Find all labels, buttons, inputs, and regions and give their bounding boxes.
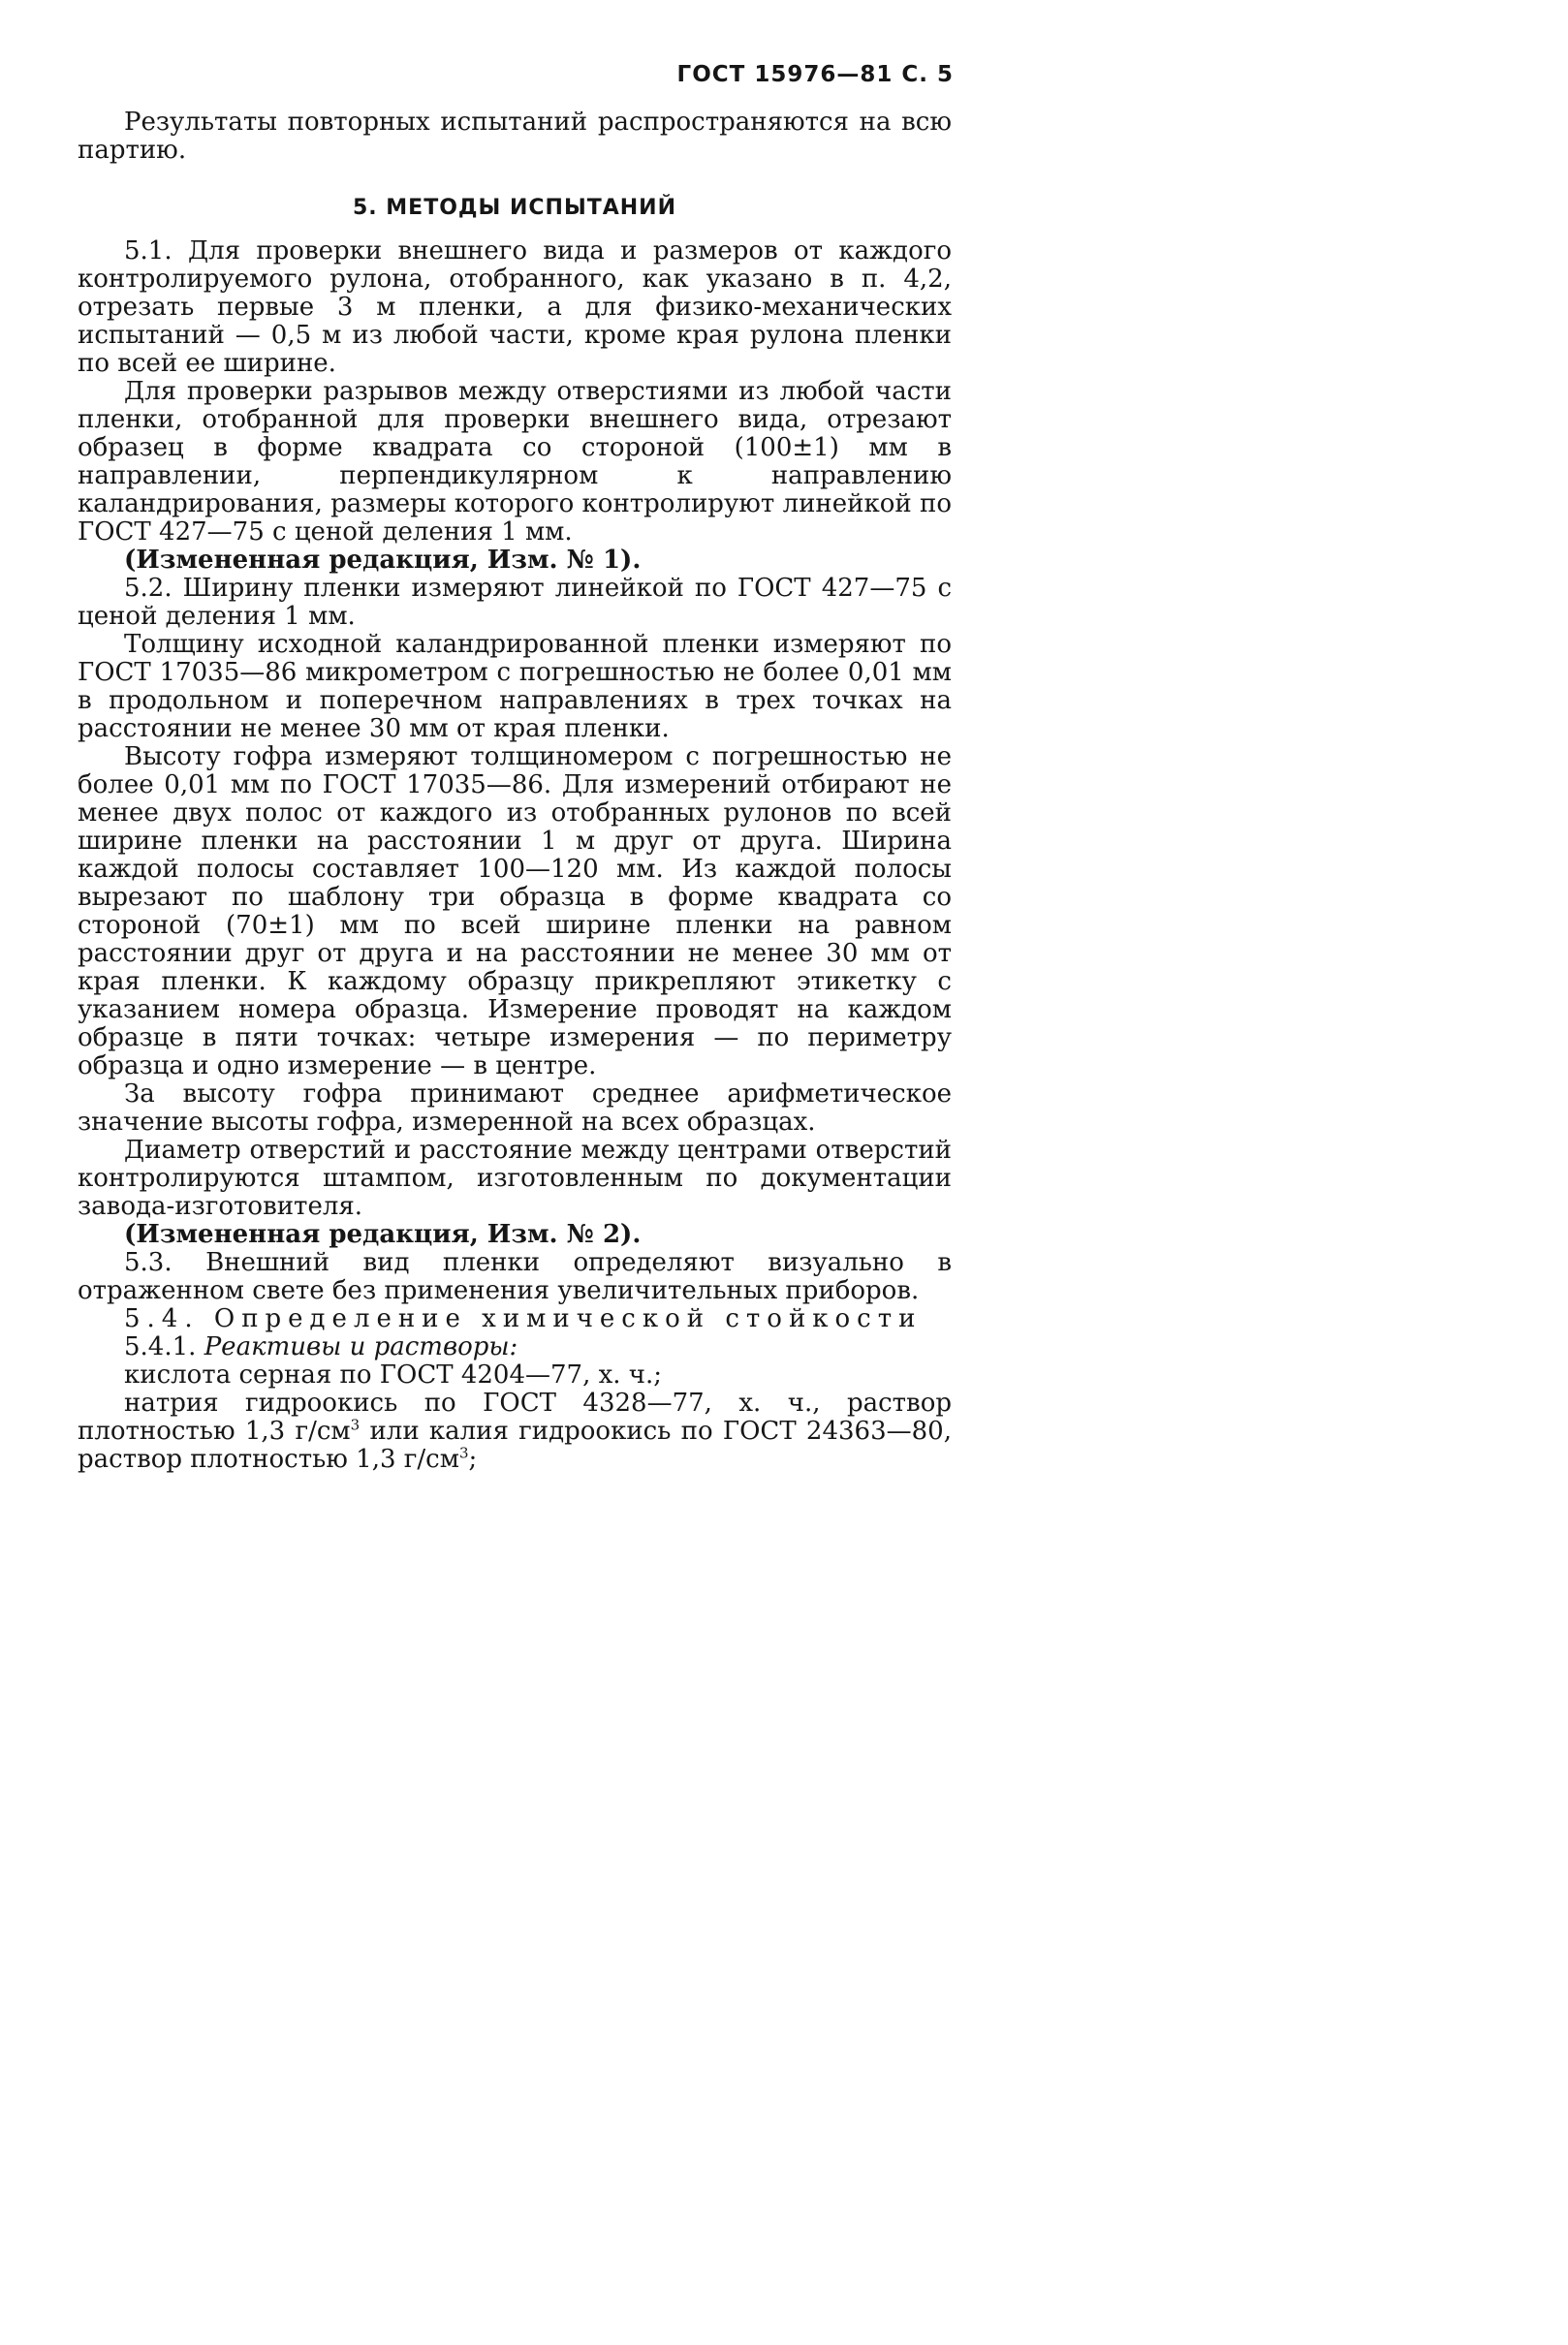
paragraph-hole-diameter: Диаметр отверстий и расстояние между центрами отверстий контролируются штампом, изготовленным по документации завода-изготовителя. (78, 1136, 952, 1221)
paragraph-corrugation-height: Высоту гофра измеряют толщиномером с погрешностью не более 0,01 мм по ГОСТ 17035—86. Для измерений отбирают не менее двух полос от каждого из отобранных рулонов по всей ширине пленки на расстоянии 1 м друг от друга. Ширина каждой полосы составляет 100—120 мм. Из каждой полосы вырезают по шаблону три образца в форме квадрата со стороной (70±1) мм по всей ширине пленки на равном расстоянии друг от друга и на расстоянии не менее 30 мм от края пленки. К каждому образцу прикрепляют этикетку с указанием номера образца. Измерение проводят на каждом образце в пяти точках: четыре измерения — по периметру образца и одно измерение — в центре. (78, 742, 952, 1080)
superscript-3: 3 (350, 1416, 361, 1434)
clause-number: 5.4.1. (124, 1332, 197, 1361)
paragraph-corrugation-mean: За высоту гофра принимают среднее арифметическое значение высоты гофра, измеренной на всех образцах. (78, 1079, 952, 1137)
paragraph-thickness: Толщину исходной каландрированной пленки измеряют по ГОСТ 17035—86 микрометром с погрешностью не более 0,01 мм в продольном и поперечном направлениях в трех точках на расстоянии не менее 30 мм от края пленки. (78, 630, 952, 743)
reagent-sulfuric-acid: кислота серная по ГОСТ 4204—77, х. ч.; (124, 1360, 663, 1390)
superscript-3: 3 (458, 1444, 469, 1462)
paragraph-5-2: 5.2. Ширину пленки измеряют линейкой по ГОСТ 427—75 с ценой деления 1 мм. (78, 574, 952, 631)
page-header: ГОСТ 15976—81 С. 5 (676, 62, 954, 87)
reagents-heading: Реактивы и растворы: (204, 1332, 518, 1361)
document-body (78, 109, 952, 1474)
paragraph-5-1: 5.1. Для проверки внешнего вида и размеров от каждого контролируемого рулона, отобранного, как указано в п. 4,2, отрезать первые 3 м пленки, а для физико-механических испытаний — 0,5 м из любой части, кроме края рулона пленки по всей ее ширине. (78, 236, 952, 378)
paragraph-gap-check: Для проверки разрывов между отверстиями из любой части пленки, отобранной для проверки внешнего вида, отрезают образец в форме квадрата со стороной (100±1) мм в направлении, перпендикулярном к направлению каландрирования, размеры которого контролируют линейкой по ГОСТ 427—75 с ценой деления 1 мм. (78, 377, 952, 547)
paragraph-5-3: 5.3. Внешний вид пленки определяют визуально в отраженном свете без применения увеличительных приборов. (78, 1248, 952, 1305)
paragraph-retest-results: Результаты повторных испытаний распространяются на всю партию. (78, 108, 952, 165)
section-heading: 5. МЕТОДЫ ИСПЫТАНИЙ (352, 196, 677, 220)
reagent-hydroxide: натрия гидроокись по ГОСТ 4328—77, х. ч., раствор плотностью 1,3 $г/см^3$ или калия гидроокись по ГОСТ 24363—80, раствор плотностью 1,3 $г/см^3$; (78, 1389, 952, 1474)
amendment-note-1: (Измененная редакция, Изм. № 1). (124, 546, 642, 575)
amendment-note-2: (Измененная редакция, Изм. № 2). (124, 1220, 642, 1249)
paragraph-5-4-1 (78, 1333, 952, 1361)
document-page (0, 0, 1018, 1522)
paragraph-5-4: 5.4. Определение химической стойкости (124, 1304, 923, 1333)
